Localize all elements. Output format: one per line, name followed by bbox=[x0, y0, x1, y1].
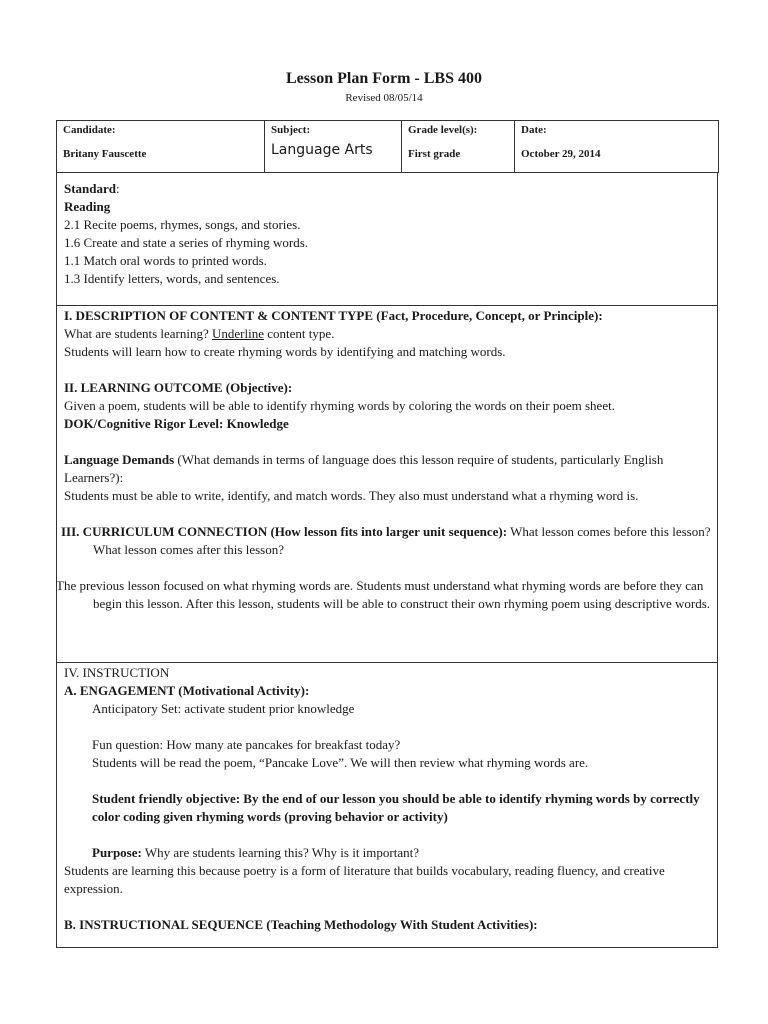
standard-area: Reading bbox=[64, 199, 111, 214]
date-cell bbox=[515, 121, 719, 173]
form-title: Lesson Plan Form - LBS 400 bbox=[285, 70, 482, 87]
standard-section bbox=[56, 172, 718, 306]
standard-item: 1.6 Create and state a series of rhyming words. bbox=[64, 235, 309, 250]
subject-value: Language Arts bbox=[271, 142, 373, 158]
section1-heading: I. DESCRIPTION OF CONTENT & CONTENT TYPE (Fact, Procedure, Concept, or Principle): bbox=[64, 308, 603, 323]
date-label: Date: bbox=[521, 124, 547, 136]
purpose-answer: Students are learning this because poetry is a form of literature that builds vocabulary, reading fluency, and creative expression. bbox=[64, 863, 665, 896]
subject-label: Subject: bbox=[271, 124, 311, 136]
sequence-heading: B. INSTRUCTIONAL SEQUENCE (Teaching Methodology With Student Activities): bbox=[64, 917, 538, 932]
revised-date: Revised 08/05/14 bbox=[345, 92, 423, 104]
dok-level: DOK/Cognitive Rigor Level: Knowledge bbox=[64, 416, 289, 431]
section2-heading: II. LEARNING OUTCOME (Objective): bbox=[64, 380, 293, 395]
instruction-section bbox=[56, 662, 718, 948]
section2-text: Given a poem, students will be able to identify rhyming words by coloring the words on their poem sheet. bbox=[64, 398, 615, 413]
language-demands-answer: Students must be able to write, identify, and match words. They also must understand what a rhyming word is. bbox=[64, 488, 639, 503]
grade-cell bbox=[402, 121, 515, 173]
candidate-cell bbox=[57, 121, 265, 173]
section1-prompt: What are students learning? Underline content type. bbox=[64, 326, 335, 341]
anticipatory-set: Anticipatory Set: activate student prior knowledge bbox=[92, 701, 355, 716]
section4-heading: IV. INSTRUCTION bbox=[64, 665, 170, 680]
standard-item: 1.3 Identify letters, words, and sentences. bbox=[64, 271, 280, 286]
read-poem: Students will be read the poem, “Pancake Love”. We will then review what rhyming words are. bbox=[92, 755, 589, 770]
header-table bbox=[56, 120, 719, 173]
content-section bbox=[56, 305, 718, 663]
language-demands: Language Demands (What demands in terms of language does this lesson require of students, particularly English Learners?): bbox=[64, 452, 664, 485]
standard-item: 1.1 Match oral words to printed words. bbox=[64, 253, 267, 268]
section3-heading-line: III. CURRICULUM CONNECTION (How lesson fits into larger unit sequence): What lesson comes before this lesson? What lesson comes after this lesson? bbox=[61, 524, 711, 557]
student-objective: Student friendly objective: By the end of our lesson you should be able to identify rhyming words by correctly color coding given rhyming words (proving behavior or activity) bbox=[92, 791, 700, 824]
grade-value: First grade bbox=[408, 148, 461, 160]
fun-question: Fun question: How many ate pancakes for breakfast today? bbox=[92, 737, 401, 752]
candidate-name: Britany Fauscette bbox=[63, 148, 147, 160]
standard-item: 2.1 Recite poems, rhymes, songs, and stories. bbox=[64, 217, 301, 232]
section1-answer: Students will learn how to create rhyming words by identifying and matching words. bbox=[64, 344, 506, 359]
subject-cell bbox=[265, 121, 402, 173]
grade-label: Grade level(s): bbox=[408, 124, 478, 136]
date-value: October 29, 2014 bbox=[521, 148, 601, 160]
purpose-line: Purpose: Why are students learning this? Why is it important? bbox=[92, 845, 420, 860]
section3-answer: The previous lesson focused on what rhyming words are. Students must understand what rhyming words are before they can begin this lesson. After this lesson, students will be able to construct their own rhyming poem using descriptive words. bbox=[56, 578, 711, 611]
standard-heading: Standard: bbox=[64, 181, 120, 196]
candidate-label: Candidate: bbox=[63, 124, 116, 136]
engagement-heading: A. ENGAGEMENT (Motivational Activity): bbox=[64, 683, 310, 698]
